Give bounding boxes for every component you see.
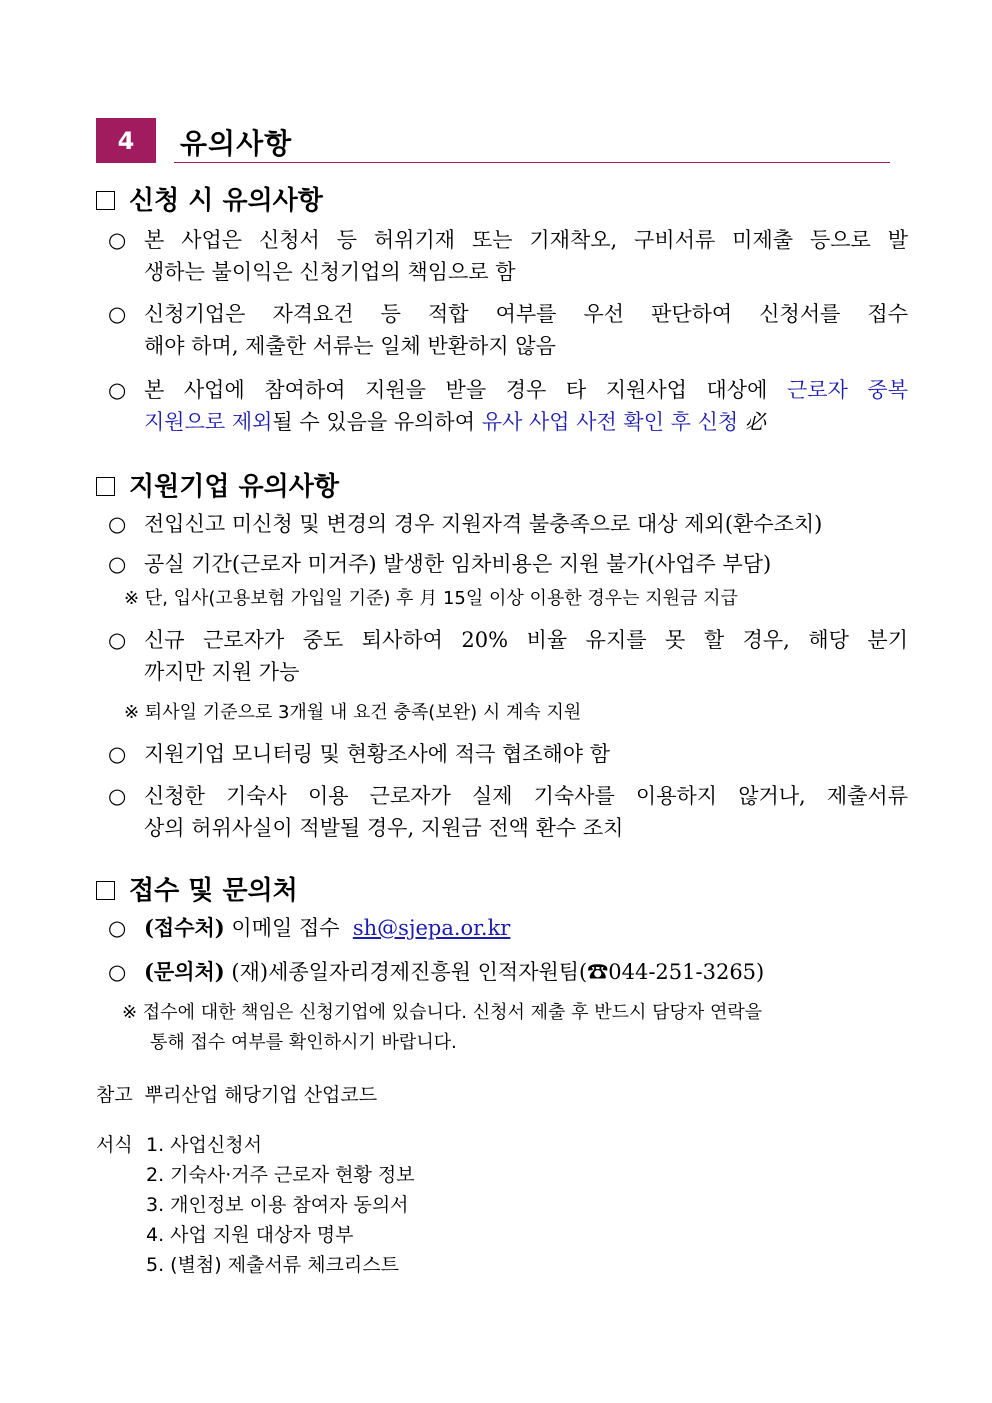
item-line: 전입신고 미신청 및 변경의 경우 지원자격 불충족으로 대상 제외(환수조치) (144, 512, 823, 536)
item-line: 까지만 지원 가능 (144, 660, 300, 684)
item-line: 지원기업 모니터링 및 현황조사에 적극 협조해야 함 (144, 742, 611, 766)
item-line (144, 406, 908, 438)
subsection-heading-application (96, 180, 323, 217)
item-line (144, 956, 908, 988)
forms-label: 서식 (96, 1134, 133, 1156)
highlight-text: 근로자 중복 (786, 378, 908, 402)
note: ※ 퇴사일 기준으로 3개월 내 요건 충족(보완) 시 계속 지원 (124, 702, 582, 723)
highlight-text: 유사 사업 사전 확인 후 신청 (481, 410, 739, 434)
item-text: 必 (738, 410, 766, 434)
checkbox-square-icon (96, 881, 115, 900)
subsection-heading-contact (96, 870, 298, 907)
item-line: 신청한 기숙사 이용 근로자가 실제 기숙사를 이용하지 않거나, 제출서류 (144, 784, 908, 808)
item-text: 될 수 있음을 유의하여 (272, 410, 482, 434)
highlight-text: 지원으로 제외 (144, 410, 273, 434)
item-line: 신규 근로자가 중도 퇴사하여 20% 비율 유지를 못 할 경우, 해당 분기 (144, 628, 908, 652)
note-line: ※ 접수에 대한 책임은 신청기업에 있습니다. 신청서 제출 후 반드시 담당자 연락을 (122, 1002, 763, 1023)
list-item (108, 548, 908, 580)
circle-bullet-icon: ○ (108, 302, 127, 326)
item-text: 이메일 접수 (224, 916, 353, 940)
subsection-heading-text: 지원기업 유의사항 (129, 472, 339, 502)
circle-bullet-icon: ○ (108, 228, 127, 252)
item-line: 상의 허위사실이 적발될 경우, 지원금 전액 환수 조치 (144, 816, 624, 840)
section-title: 유의사항 (180, 127, 293, 160)
circle-bullet-icon: ○ (108, 916, 127, 940)
note-line: 통해 접수 여부를 확인하시기 바랍니다. (150, 1032, 457, 1053)
item-line: 신청기업은 자격요건 등 적합 여부를 우선 판단하여 신청서를 접수 (144, 302, 908, 326)
form-item: 2. 기숙사·거주 근로자 현황 정보 (146, 1164, 415, 1186)
subsection-heading-text: 접수 및 문의처 (129, 876, 298, 906)
circle-bullet-icon: ○ (108, 552, 127, 576)
item-text: (재)세종일자리경제진흥원 인적자원팀(☎044-251-3265) (224, 960, 765, 984)
item-line: 본 사업은 신청서 등 허위기재 또는 기재착오, 구비서류 미제출 등으로 발 (144, 228, 908, 252)
list-item (108, 624, 908, 688)
section-number: 4 (96, 118, 156, 163)
item-label: (접수처) (144, 915, 225, 940)
note: ※ 단, 입사(고용보험 가입일 기준) 후 月 15일 이상 이용한 경우는 지원금 지급 (124, 588, 738, 609)
list-item (108, 956, 908, 988)
checkbox-square-icon (96, 191, 115, 210)
circle-bullet-icon: ○ (108, 628, 127, 652)
form-item: 1. 사업신청서 (146, 1134, 262, 1156)
list-item (108, 912, 908, 944)
list-item (108, 374, 908, 438)
form-item: 4. 사업 지원 대상자 명부 (146, 1224, 354, 1246)
section-divider (174, 162, 890, 163)
form-item: 3. 개인정보 이용 참여자 동의서 (146, 1194, 409, 1216)
item-text: 본 사업에 참여하여 지원을 받을 경우 타 지원사업 대상에 (144, 378, 787, 402)
item-line: 공실 기간(근로자 미거주) 발생한 임차비용은 지원 불가(사업주 부담) (144, 552, 772, 576)
circle-bullet-icon: ○ (108, 742, 127, 766)
note (122, 998, 902, 1058)
circle-bullet-icon: ○ (108, 378, 127, 402)
reference-line: 참고 뿌리산업 해당기업 산업코드 (96, 1084, 378, 1106)
item-line: 해야 하며, 제출한 서류는 일체 반환하지 않음 (144, 334, 556, 358)
email-link[interactable]: sh@sjepa.or.kr (352, 916, 511, 940)
subsection-heading-text: 신청 시 유의사항 (129, 186, 323, 216)
list-item (108, 780, 908, 844)
list-item (108, 298, 908, 362)
list-item (108, 224, 908, 288)
list-item (108, 738, 908, 770)
item-line: 생하는 불이익은 신청기업의 책임으로 함 (144, 260, 516, 284)
circle-bullet-icon: ○ (108, 960, 127, 984)
form-item: 5. (별첨) 제출서류 체크리스트 (146, 1254, 399, 1276)
checkbox-square-icon (96, 477, 115, 496)
circle-bullet-icon: ○ (108, 512, 127, 536)
item-line (144, 374, 908, 406)
subsection-heading-support (96, 466, 339, 503)
item-line (144, 912, 908, 944)
list-item (108, 508, 908, 540)
forms-list (146, 1130, 415, 1280)
item-label: (문의처) (144, 959, 225, 984)
circle-bullet-icon: ○ (108, 784, 127, 808)
section-header (96, 118, 892, 164)
